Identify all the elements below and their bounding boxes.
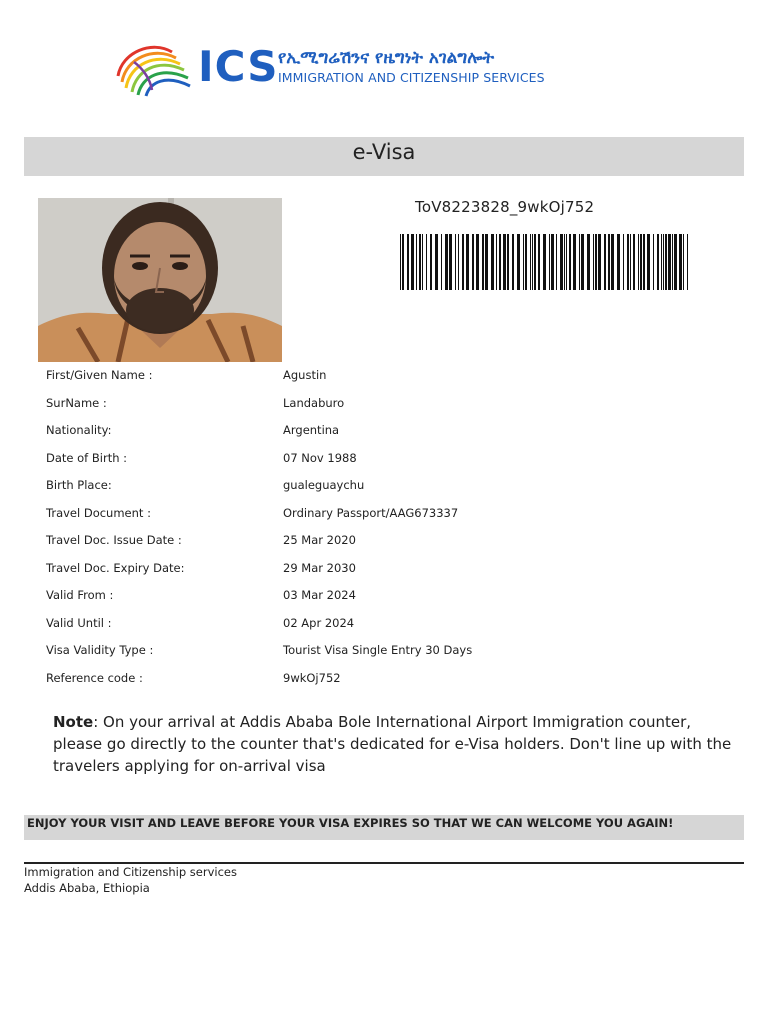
barcode-bar [476,234,479,290]
field-value: Agustin [283,368,327,382]
barcode-bar [499,234,501,290]
barcode-bar [462,234,464,290]
portrait-image [38,198,282,362]
field-label: Nationality: [46,423,112,437]
barcode-bar [672,234,673,290]
field-label: First/Given Name : [46,368,153,382]
field-row [46,421,736,449]
field-label: SurName : [46,395,107,410]
barcode-bar [400,234,401,290]
field-label: Date of Birth : [46,450,128,465]
note-heading: Note [53,713,94,731]
field-row [46,366,736,394]
ics-logo [112,38,545,100]
barcode-bar [587,234,590,290]
barcode-bar [640,234,642,290]
footer-address [24,864,237,896]
barcode-bar [674,234,677,290]
field-row [46,614,736,642]
barcode-bar [627,234,629,290]
barcode-bar [679,234,682,290]
field-value: Tourist Visa Single Entry 30 Days [283,643,473,657]
barcode-bar [472,234,474,290]
barcode-bar [525,234,527,290]
field-row [46,559,736,587]
barcode-image [400,234,691,290]
barcode-bar [647,234,650,290]
barcode-bar [435,234,438,290]
barcode-bar [611,234,614,290]
barcode-bar [507,234,509,290]
barcode-bar [665,234,667,290]
barcode-bar [661,234,662,290]
logo-english-text: IMMIGRATION AND CITIZENSHIP SERVICES [278,70,545,85]
field-value: Landaburo [283,395,345,410]
barcode-bar [430,234,432,290]
field-value: Argentina [283,423,340,437]
barcode-bar [458,234,459,290]
field-row [46,586,736,614]
barcode-bar [532,234,533,290]
field-label: Valid From : [46,588,114,602]
field-row [46,449,736,477]
barcode-bar [668,234,671,290]
field-label: Travel Doc. Expiry Date: [46,560,185,575]
barcode-bar [416,234,417,290]
barcode-bar [407,234,409,290]
barcode-bar [569,234,571,290]
barcode-bar [573,234,576,290]
barcode-bar [643,234,645,290]
barcode-bar [598,234,601,290]
field-value: Ordinary Passport/AAG673337 [283,505,459,520]
barcode-bar [608,234,610,290]
field-value: 25 Mar 2020 [283,533,356,547]
field-row [46,476,736,504]
barcode-bar [663,234,664,290]
barcode-bar [530,234,531,290]
barcode-bar [687,234,688,290]
field-value: 02 Apr 2024 [283,615,355,630]
arrival-note [53,711,733,777]
field-label: Reference code : [46,670,143,685]
field-value: 9wkOj752 [283,670,341,685]
barcode-bar [617,234,620,290]
field-label: Visa Validity Type : [46,643,154,657]
applicant-details [46,366,736,696]
barcode-bar [581,234,584,290]
barcode-bar [564,234,565,290]
barcode-bar [512,234,514,290]
barcode-bar [485,234,488,290]
field-row [46,669,736,697]
barcode-bar [579,234,580,290]
field-value: 07 Nov 1988 [283,450,357,465]
barcode-bar [560,234,563,290]
applicant-photo [38,198,282,362]
barcode-bar [630,234,631,290]
field-row [46,531,736,559]
barcode-bar [538,234,540,290]
barcode-bar [653,234,654,290]
barcode-bar [426,234,427,290]
barcode-bar [491,234,494,290]
field-value: 29 Mar 2030 [283,560,356,575]
logo-ics-text: ICS [198,42,279,91]
barcode-bar [543,234,546,290]
field-value: 03 Mar 2024 [283,588,356,602]
barcode-bar [566,234,567,290]
barcode-bar [455,234,456,290]
barcode-bar [549,234,550,290]
barcode-bar [449,234,452,290]
barcode-bar [623,234,624,290]
visa-code: ToV8223828_9wkOj752 [415,198,595,216]
footer-line-organization: Immigration and Citizenship services [24,865,237,879]
barcode-bar [441,234,442,290]
barcode-bar [496,234,497,290]
barcode-bar [657,234,659,290]
field-label: Valid Until : [46,615,112,630]
barcode-bar [556,234,557,290]
field-value: gualeguaychu [283,478,365,492]
barcode-bar [604,234,606,290]
barcode-bar [595,234,597,290]
page-title: e-Visa [24,137,744,176]
logo-amharic-text: የኢሚግሬሽንና የዜግነት አገልግሎት [278,48,495,68]
footer-line-city: Addis Ababa, Ethiopia [24,881,150,895]
barcode-bar [683,234,684,290]
barcode-bar [419,234,421,290]
barcode-bar [422,234,423,290]
field-row [46,504,736,532]
note-text: : On your arrival at Addis Ababa Bole International Airport Immigration counter, please go directly to the counter that's dedicated for e-Visa holders. Don't line up with the travelers applying for on-arrival visa [53,713,732,775]
barcode-bar [445,234,448,290]
barcode-bar [503,234,506,290]
barcode-bar [411,234,414,290]
barcode-bar [551,234,554,290]
barcode-bar [517,234,520,290]
barcode-bar [638,234,639,290]
field-label: Travel Doc. Issue Date : [46,533,182,547]
barcode-bar [534,234,536,290]
barcode-bar [633,234,635,290]
field-label: Birth Place: [46,478,112,492]
barcode-bar [593,234,594,290]
enjoy-banner: ENJOY YOUR VISIT AND LEAVE BEFORE YOUR VISA EXPIRES SO THAT WE CAN WELCOME YOU AGAIN! [24,815,744,840]
fingerprint-logo-icon [112,38,194,98]
barcode-bar [523,234,524,290]
barcode-bar [466,234,469,290]
field-row [46,641,736,669]
barcode-bar [482,234,484,290]
field-label: Travel Document : [46,505,151,520]
barcode-bar [402,234,404,290]
field-row [46,394,736,422]
